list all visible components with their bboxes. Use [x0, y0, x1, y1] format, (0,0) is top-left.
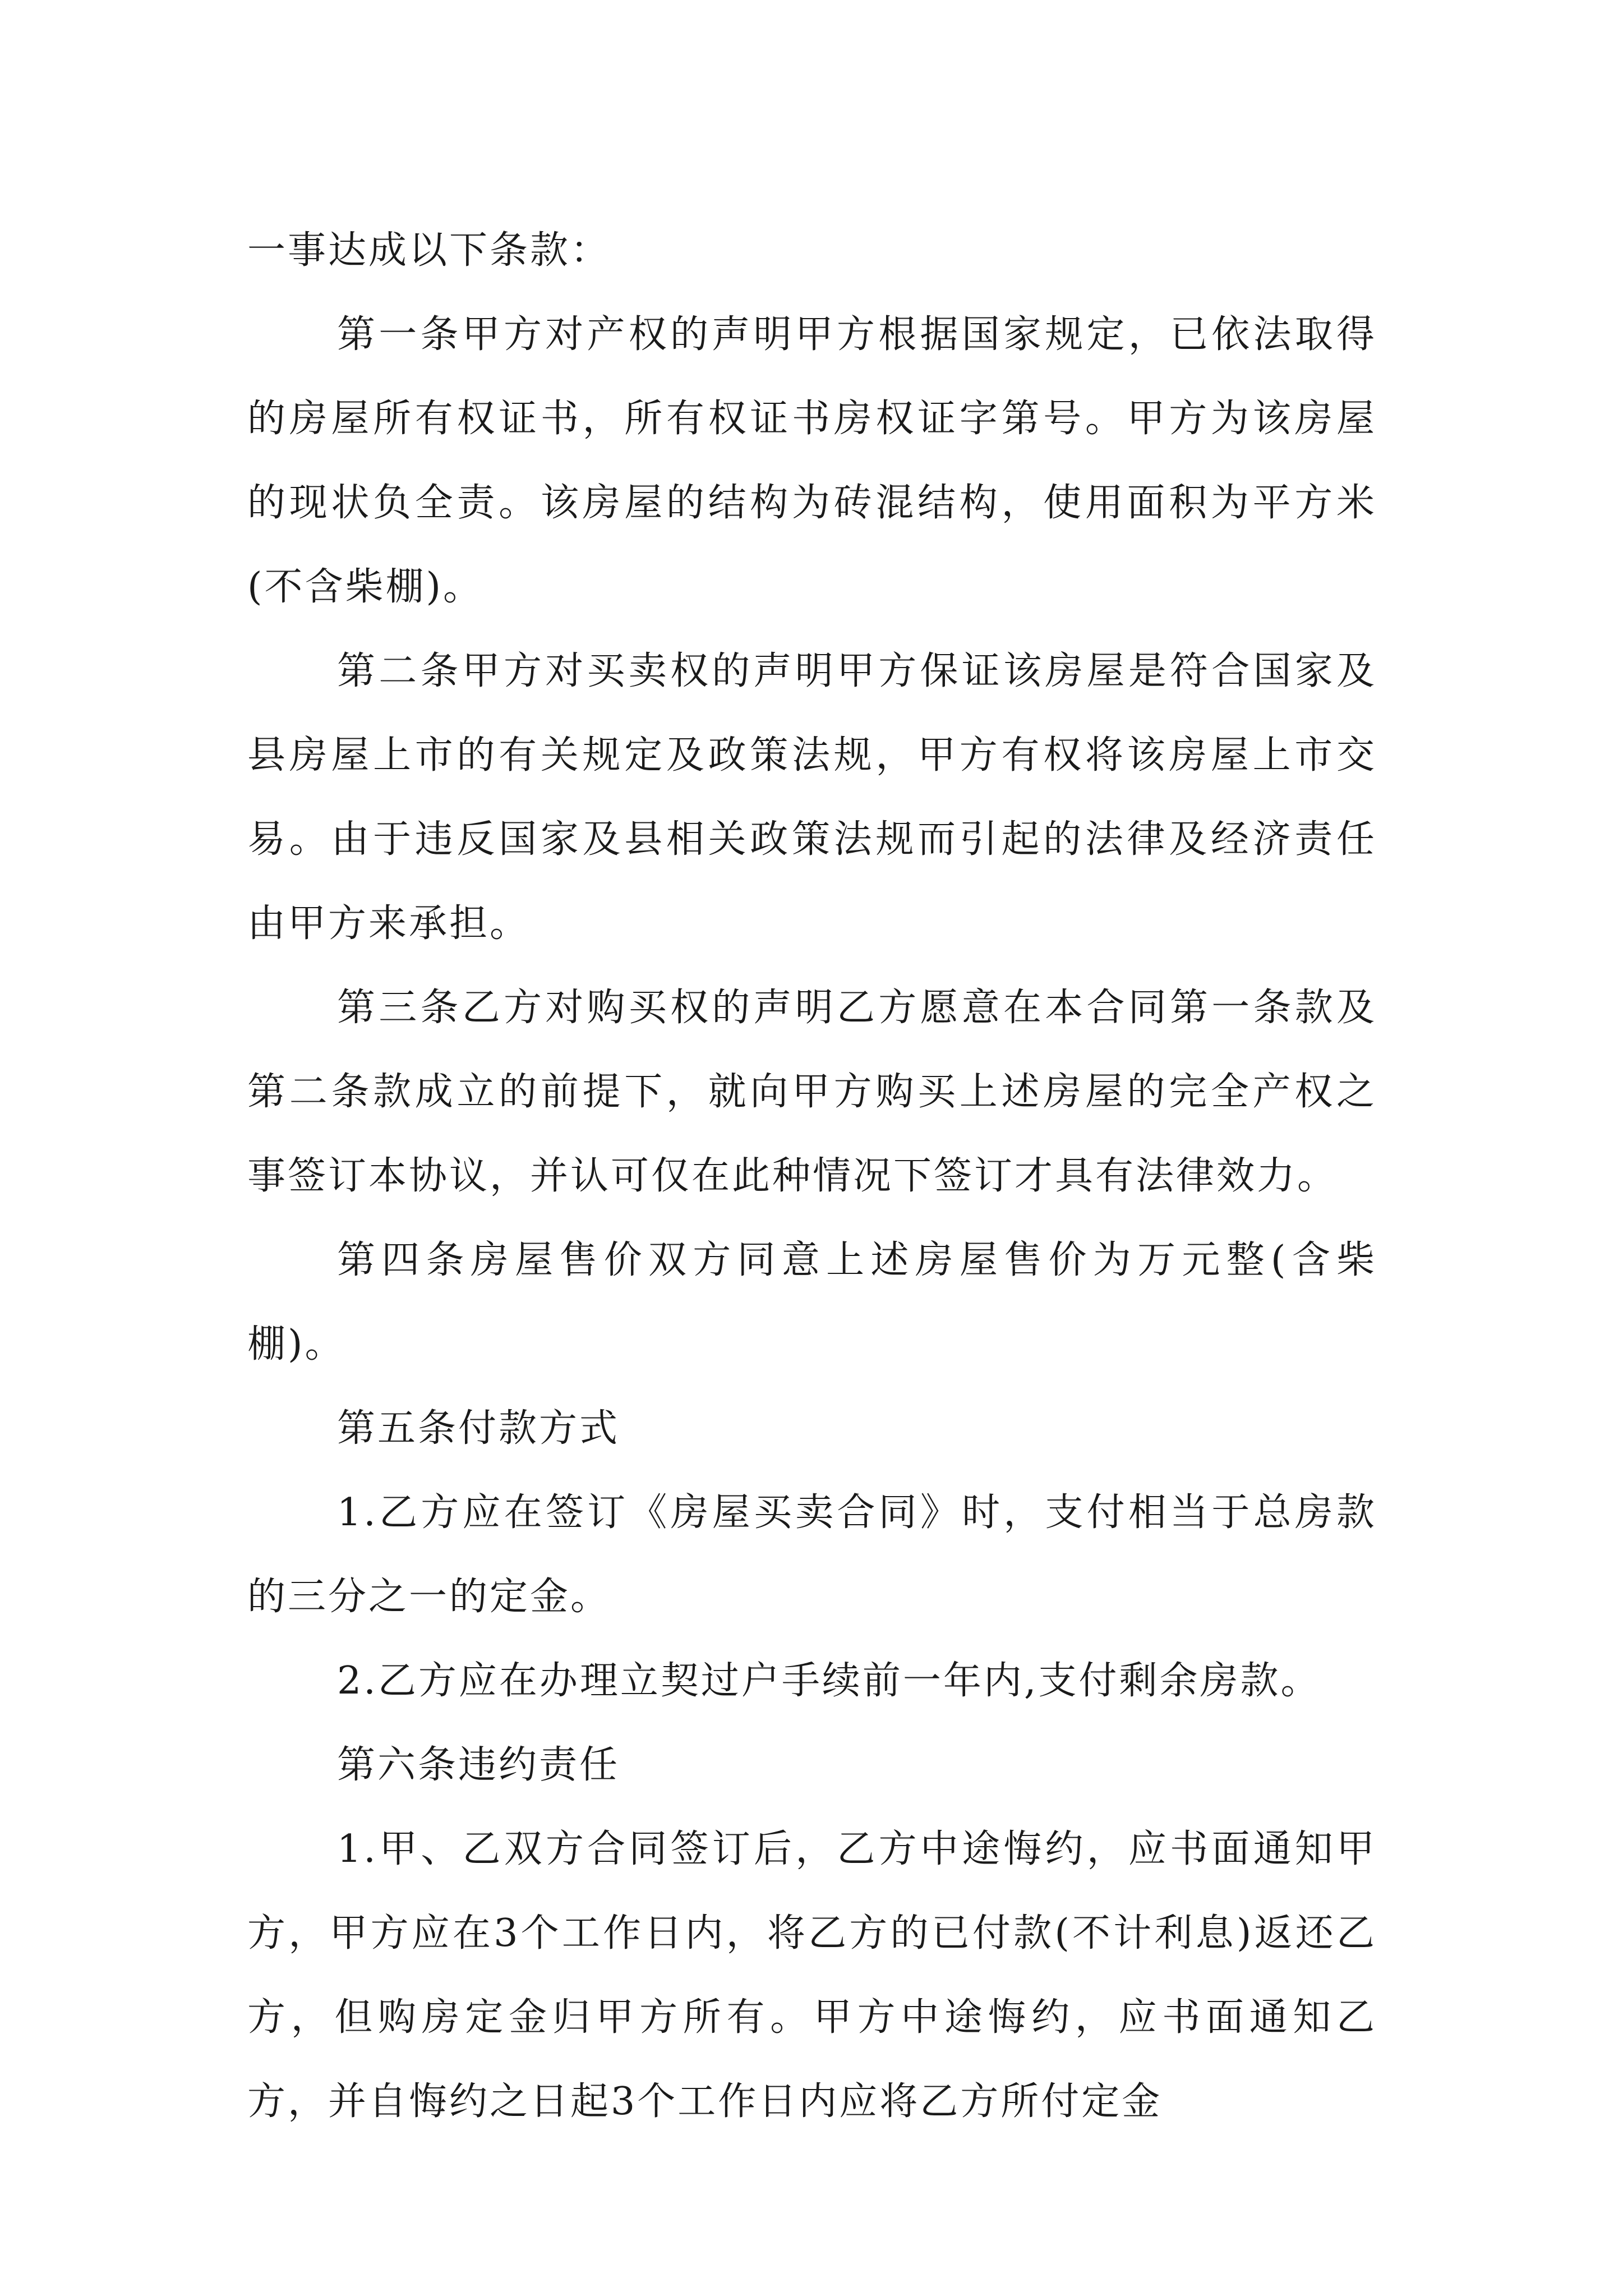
paragraph-article-6-heading: 第六条违约责任 — [337, 1743, 620, 1787]
paragraph-article-5-item-1: 1.乙方应在签订《房屋买卖合同》时，支付相当于总房款的三分之一的定金。 — [247, 1490, 1377, 1619]
paragraph-intro: 一事达成以下条款： — [247, 228, 611, 273]
paragraph-article-1: 第一条甲方对产权的声明甲方根据国家规定，已依法取得的房屋所有权证书，所有权证书房权证字第号。甲方为该房屋的现状负全责。该房屋的结构为砖混结构，使用面积为平方米(不含柴棚)。 — [247, 312, 1377, 609]
paragraph-article-3: 第三条乙方对购买权的声明乙方愿意在本合同第一条款及第二条款成立的前提下，就向甲方购买上述房屋的完全产权之事签订本协议，并认可仅在此种情况下签订才具有法律效力。 — [247, 986, 1377, 1198]
document-body — [247, 209, 1377, 2144]
paragraph-article-4: 第四条房屋售价双方同意上述房屋售价为万元整(含柴棚)。 — [247, 1238, 1377, 1366]
paragraph-article-2: 第二条甲方对买卖权的声明甲方保证该房屋是符合国家及县房屋上市的有关规定及政策法规，甲方有权将该房屋上市交易。由于违反国家及县相关政策法规而引起的法律及经济责任由甲方来承担。 — [247, 649, 1377, 946]
paragraph-article-6-item-1: 1.甲、乙双方合同签订后，乙方中途悔约，应书面通知甲方，甲方应在3个工作日内，将乙方的已付款(不计利息)返还乙方，但购房定金归甲方所有。甲方中途悔约，应书面通知乙方，并自悔约之日起3个工作日内应将乙方所付定金 — [247, 1827, 1377, 2124]
paragraph-article-5-heading: 第五条付款方式 — [337, 1406, 620, 1451]
paragraph-article-5-item-2: 2.乙方应在办理立契过户手续前一年内,支付剩余房款。 — [337, 1659, 1321, 1703]
